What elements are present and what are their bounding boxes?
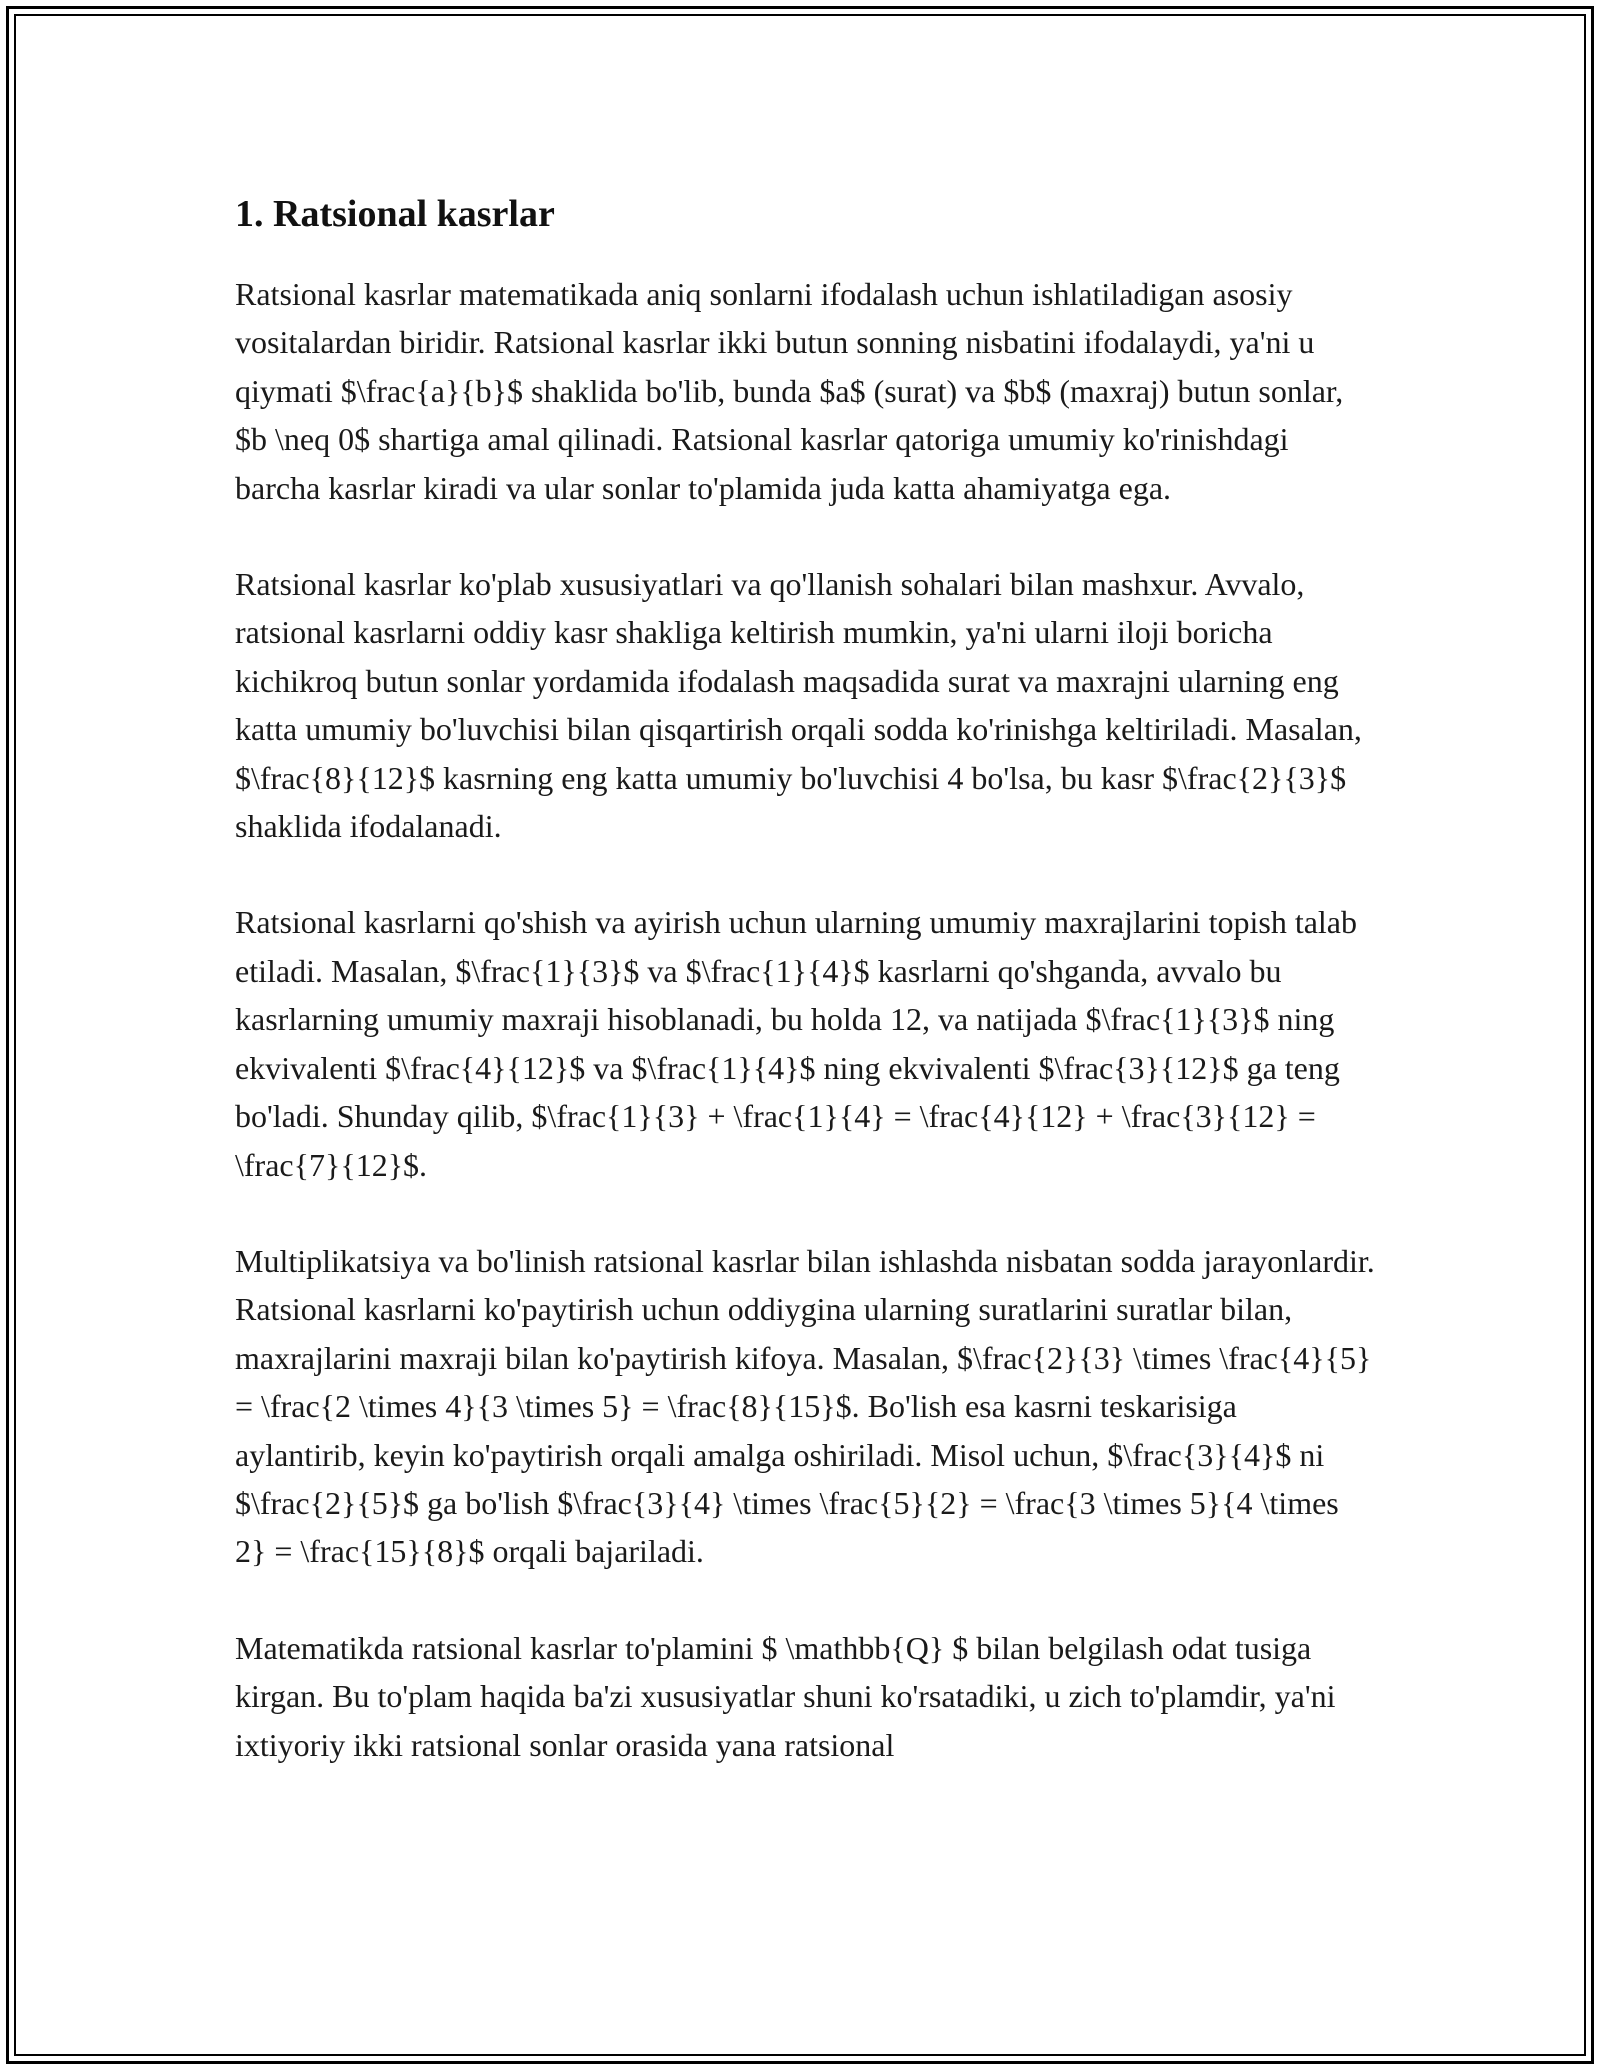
paragraph-multiplication: Multiplikatsiya va bo'linish ratsional kasrlar bilan ishlashda nisbatan sodda jarayonlardir. Ratsional kasrlarni ko'paytirish uchun oddiygina ularning suratlarini suratlar bilan, maxrajlarini maxraji bilan ko'paytirish kifoya. Masalan, $\frac{2}{3} \times \frac{4}{5} = \frac{2 \times 4}{3 \times 5} = \frac{8}{15}$. Bo'lish esa kasrni teskarisiga aylantirib, keyin ko'paytirish orqali amalga oshiriladi. Misol uchun, $\frac{3}{4}$ ni $\frac{2}{5}$ ga bo'lish $\frac{3}{4} \times \frac{5}{2} = \frac{3 \times 5}{4 \times 2} = \frac{15}{8}$ orqali bajariladi. xyxy=(235,1242,1375,1570)
paragraph-intro: Ratsional kasrlar matematikada aniq sonlarni ifodalash uchun ishlatiladigan asosiy vositalardan biridir. Ratsional kasrlar ikki butun sonning nisbatini ifodalaydi, ya'ni u qiymati $\frac{a}{b}$ shaklida bo'lib, bunda $a$ (surat) va $b$ (maxraj) butun sonlar, $b \neq 0$ shartiga amal qilinadi. Ratsional kasrlar qatoriga umumiy ko'rinishdagi barcha kasrlar kiradi va ular sonlar to'plamida juda katta ahamiyatga ega. xyxy=(235,276,1344,506)
paragraph-rational-set: Matematikda ratsional kasrlar to'plamini $ \mathbb{Q} $ bilan belgilash odat tusiga kirgan. Bu to'plam haqida ba'zi xususiyatlar shuni ko'rsatadiki, u zich to'plamdir, ya'ni ixtiyoriy ikki ratsional sonlar orasida yana ratsional xyxy=(235,1629,1336,1763)
paragraph-addition: Ratsional kasrlarni qo'shish va ayirish uchun ularning umumiy maxrajlarini topish talab etiladi. Masalan, $\frac{1}{3}$ va $\frac{1}{4}$ kasrlarni qo'shganda, avvalo bu kasrlarning umumiy maxraji hisoblanadi, bu holda 12, va natijada $\frac{1}{3}$ ning ekvivalenti $\frac{4}{12}$ va $\frac{1}{4}$ ning ekvivalenti $\frac{3}{12}$ ga teng bo'ladi. Shunday qilib, $\frac{1}{3} + \frac{1}{4} = \frac{4}{12} + \frac{3}{12} = \frac{7}{12}$. xyxy=(235,904,1357,1183)
paragraph-simplification: Ratsional kasrlar ko'plab xususiyatlari va qo'llanish sohalari bilan mashxur. Avvalo, ratsional kasrlarni oddiy kasr shakliga keltirish mumkin, ya'ni ularni iloji boricha kichikroq butun sonlar yordamida ifodalash maqsadida surat va maxrajni ularning eng katta umumiy bo'luvchisi bilan qisqartirish orqali sodda ko'rinishga keltiriladi. Masalan, $\frac{8}{12}$ kasrning eng katta umumiy bo'luvchisi 4 bo'lsa, bu kasr $\frac{2}{3}$ shaklida ifodalanadi. xyxy=(235,566,1362,845)
document-body xyxy=(235,190,1375,1817)
section-heading: 1. Ratsional kasrlar xyxy=(235,193,555,235)
